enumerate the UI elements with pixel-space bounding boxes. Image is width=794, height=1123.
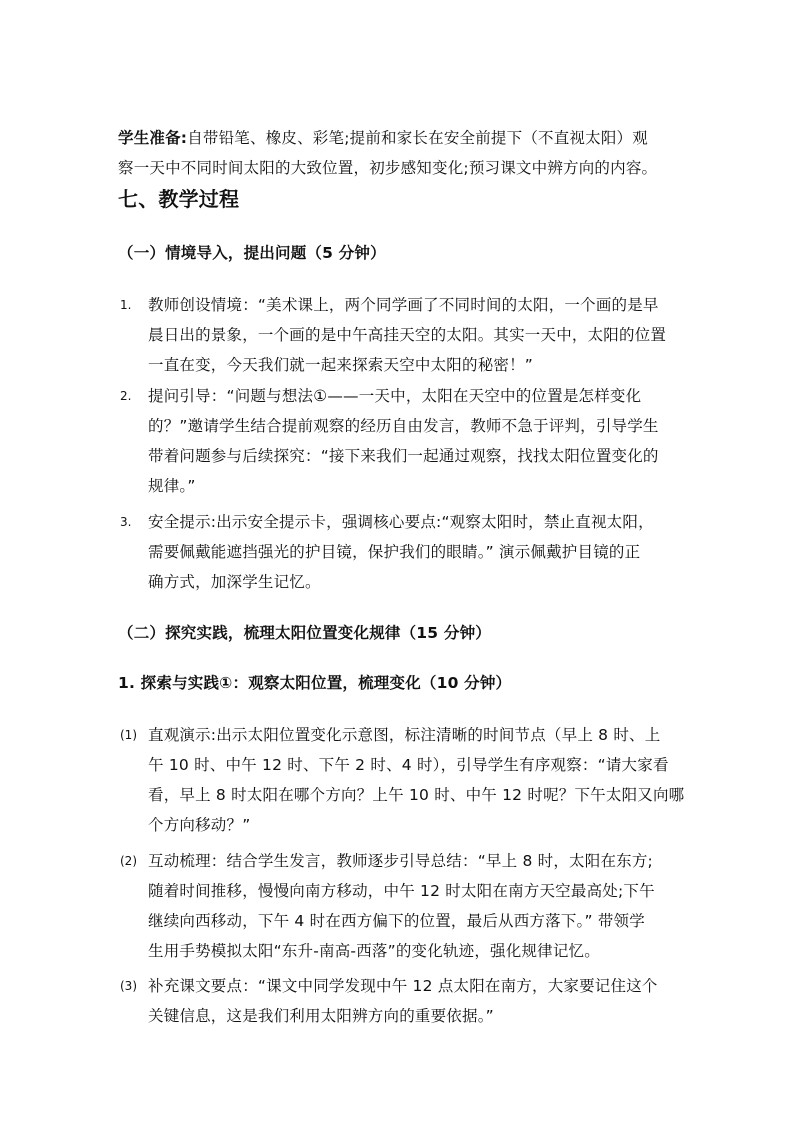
item-number: 3.: [120, 515, 132, 529]
section-title: 七、教学过程: [118, 187, 240, 211]
item-number: (3): [120, 979, 137, 993]
item-number: 2.: [120, 389, 132, 403]
item-line: 确方式，加深学生记忆。: [148, 573, 321, 591]
item-line: 互动梳理：结合学生发言，教师逐步引导总结：“早上 8 时，太阳在东方;: [148, 852, 653, 870]
part2-subheading: 1. 探索与实践①：观察太阳位置，梳理变化（10 分钟）: [118, 674, 512, 692]
item-line: 安全提示:出示安全提示卡，强调核心要点:“观察太阳时，禁止直视太阳，: [148, 513, 654, 531]
prep-line-1: [118, 128, 648, 148]
item-line: 看，早上 8 时太阳在哪个方向？上午 10 时、中午 12 时呢？下午太阳又向哪: [148, 786, 685, 804]
item-number: 1.: [120, 298, 132, 312]
item-number: (2): [120, 854, 137, 868]
item-line: 继续向西移动，下午 4 时在西方偏下的位置，最后从西方落下。” 带领学: [148, 912, 645, 930]
part2-heading: （二）探究实践，梳理太阳位置变化规律（15 分钟）: [118, 624, 491, 642]
item-line: 的？”邀请学生结合提前观察的经历自由发言，教师不急于评判，引导学生: [148, 417, 659, 435]
prep-label: 学生准备:: [118, 129, 188, 147]
item-line: 提问引导：“问题与想法①——一天中，太阳在天空中的位置是怎样变化: [148, 387, 642, 405]
part1-heading: （一）情境导入，提出问题（5 分钟）: [118, 244, 386, 262]
item-line: 一直在变，今天我们就一起来探索天空中太阳的秘密！”: [148, 356, 534, 374]
item-line: 晨日出的景象，一个画的是中午高挂天空的太阳。其实一天中，太阳的位置: [148, 326, 667, 344]
item-number: (1): [120, 728, 137, 742]
item-line: 规律。”: [148, 477, 196, 495]
item-line: 生用手势模拟太阳“东升-南高-西落”的变化轨迹，强化规律记忆。: [148, 942, 600, 960]
item-line: 个方向移动？”: [148, 816, 251, 834]
item-line: 关键信息，这是我们利用太阳辨方向的重要依据。”: [148, 1007, 494, 1025]
prep-text-1: 自带铅笔、橡皮、彩笔;提前和家长在安全前提下（不直视太阳）观: [187, 129, 648, 147]
item-line: 补充课文要点：“课文中同学发现中午 12 点太阳在南方，大家要记住这个: [148, 977, 658, 995]
item-line: 带着问题参与后续探究：“接下来我们一起通过观察，找找太阳位置变化的: [148, 447, 659, 465]
item-line: 直观演示:出示太阳位置变化示意图，标注清晰的时间节点（早上 8 时、上: [148, 726, 661, 744]
item-line: 教师创设情境：“美术课上，两个同学画了不同时间的太阳，一个画的是早: [148, 296, 659, 314]
item-line: 随着时间推移，慢慢向南方移动，中午 12 时太阳在南方天空最高处;下午: [148, 882, 655, 900]
prep-line-2: 察一天中不同时间太阳的大致位置，初步感知变化;预习课文中辨方向的内容。: [118, 159, 658, 177]
item-line: 需要佩戴能遮挡强光的护目镜，保护我们的眼睛。” 演示佩戴护目镜的正: [148, 543, 641, 561]
item-line: 午 10 时、中午 12 时、下午 2 时、4 时），引导学生有序观察：“请大家看: [148, 756, 669, 774]
